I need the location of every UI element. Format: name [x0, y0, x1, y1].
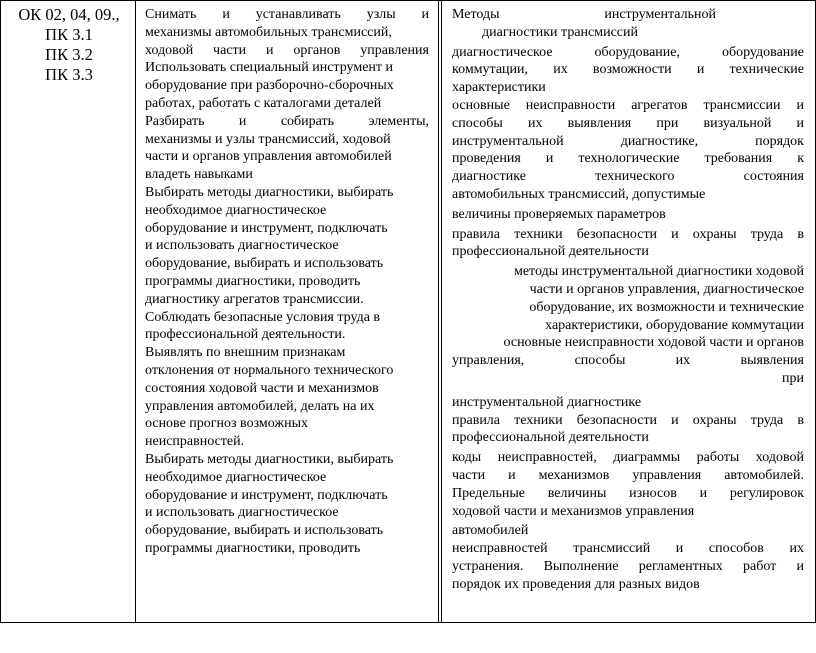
- knowledge-line: коды неисправностей, диаграммы работы ходовой: [452, 450, 804, 466]
- knowledge-line: инструментальной диагностике, порядок: [452, 133, 804, 149]
- knowledge-line: профессиональной деятельности: [452, 244, 649, 260]
- skill-line: Разбирать и собирать элементы,: [145, 113, 429, 129]
- knowledge-line: характеристики, оборудование коммутации: [545, 317, 804, 333]
- knowledge-cell: [452, 6, 804, 594]
- knowledge-line: Методы инструментальной: [452, 7, 716, 22]
- skill-line: оборудование и инструмент, подключать: [145, 487, 388, 503]
- skill-line: работах, работать с каталогами деталей: [145, 95, 382, 111]
- skill-line: неисправностей.: [145, 434, 245, 450]
- knowledge-line: части и механизмов управления автомобилей.: [452, 467, 804, 483]
- knowledge-line: неисправностей трансмиссий и способов их: [452, 541, 804, 557]
- knowledge-line: инструментальной диагностике: [452, 394, 642, 410]
- skill-line: необходимое диагностическое: [145, 202, 327, 218]
- skill-line: владеть навыками: [145, 167, 253, 183]
- code-line: ПК 3.3: [45, 65, 93, 84]
- knowledge-line: диагностическое оборудование, оборудование: [452, 44, 804, 60]
- skill-line: и использовать диагностическое: [145, 238, 339, 254]
- skill-line: программы диагностики, проводить: [145, 273, 361, 289]
- knowledge-line: оборудование, их возможности и технические: [529, 299, 804, 315]
- knowledge-line: автомобилей: [452, 523, 529, 539]
- skill-line: оборудование и инструмент, подключать: [145, 220, 388, 236]
- knowledge-line: диагностики трансмиссий: [482, 24, 639, 40]
- knowledge-line: характеристики: [452, 80, 546, 96]
- skill-line: состояния ходовой части и механизмов: [145, 380, 379, 396]
- knowledge-line: правила техники безопасности и охраны труда в: [452, 412, 804, 428]
- knowledge-line: управления, способы их выявления: [452, 353, 804, 369]
- knowledge-line: ходовой части и механизмов управления: [452, 503, 695, 519]
- code-line: ОК 02, 04, 09.,: [18, 5, 120, 24]
- skill-line: Выбирать методы диагностики, выбирать: [145, 451, 394, 467]
- column-divider-1: [135, 1, 136, 622]
- skill-line: необходимое диагностическое: [145, 469, 327, 485]
- knowledge-line: проведения и технологические требования к: [452, 151, 804, 167]
- skill-line: Выбирать методы диагностики, выбирать: [145, 184, 394, 200]
- code-line: ПК 3.2: [45, 45, 93, 64]
- table-border-left: [0, 1, 1, 622]
- knowledge-line: при: [782, 370, 804, 386]
- knowledge-line: основные неисправности ходовой части и органов: [503, 335, 804, 351]
- skill-line: механизмы и узлы трансмиссий, ходовой: [145, 131, 391, 147]
- code-line: ПК 3.1: [45, 25, 93, 44]
- skill-line: части и органов управления автомобилей: [145, 149, 392, 165]
- knowledge-line: величины проверяемых параметров: [452, 206, 666, 222]
- skill-line: оборудование при разборочно-сборочных: [145, 78, 394, 94]
- knowledge-line: порядок их проведения для разных видов: [452, 576, 700, 592]
- skill-line: отклонения от нормального технического: [145, 362, 394, 378]
- skill-line: Использовать специальный инструмент и: [145, 60, 394, 76]
- skill-line: управления автомобилей, делать на их: [145, 398, 375, 414]
- skill-line: Снимать и устанавливать узлы и: [145, 7, 429, 22]
- knowledge-line: способы их выявления при визуальной и: [452, 115, 804, 131]
- skill-line: диагностику агрегатов трансмиссии.: [145, 291, 364, 307]
- knowledge-line: устранения. Выполнение регламентных работ и: [452, 558, 804, 574]
- skill-line: и использовать диагностическое: [145, 505, 339, 521]
- skill-line: оборудование, выбирать и использовать: [145, 523, 384, 539]
- knowledge-line: основные неисправности агрегатов трансмиссии и: [452, 97, 804, 113]
- knowledge-line: диагностике технического состояния: [452, 169, 804, 185]
- skill-line: основе прогноз возможных: [145, 416, 308, 432]
- skills-cell: [145, 6, 429, 558]
- knowledge-line: коммутации, их возможности и технические: [452, 62, 804, 78]
- knowledge-line: части и органов управления, диагностическое: [529, 281, 804, 297]
- column-divider-2: [438, 1, 442, 622]
- knowledge-line: Предельные величины износов и регулировок: [452, 485, 804, 501]
- codes-cell: [4, 5, 134, 85]
- skill-line: Соблюдать безопасные условия труда в: [145, 309, 381, 325]
- skill-line: программы диагностики, проводить: [145, 540, 361, 556]
- skill-line: ходовой части и органов управления: [145, 42, 429, 58]
- skill-line: Выявлять по внешним признакам: [145, 345, 346, 361]
- skill-line: профессиональной деятельности.: [145, 327, 346, 343]
- knowledge-line: методы инструментальной диагностики ходовой: [513, 264, 804, 280]
- skill-line: оборудование, выбирать и использовать: [145, 256, 384, 272]
- knowledge-line: автомобильных трансмиссий, допустимые: [452, 186, 706, 202]
- knowledge-line: правила техники безопасности и охраны труда в: [452, 226, 804, 242]
- knowledge-line: профессиональной деятельности: [452, 430, 649, 446]
- skill-line: механизмы автомобильных трансмиссий,: [145, 24, 392, 40]
